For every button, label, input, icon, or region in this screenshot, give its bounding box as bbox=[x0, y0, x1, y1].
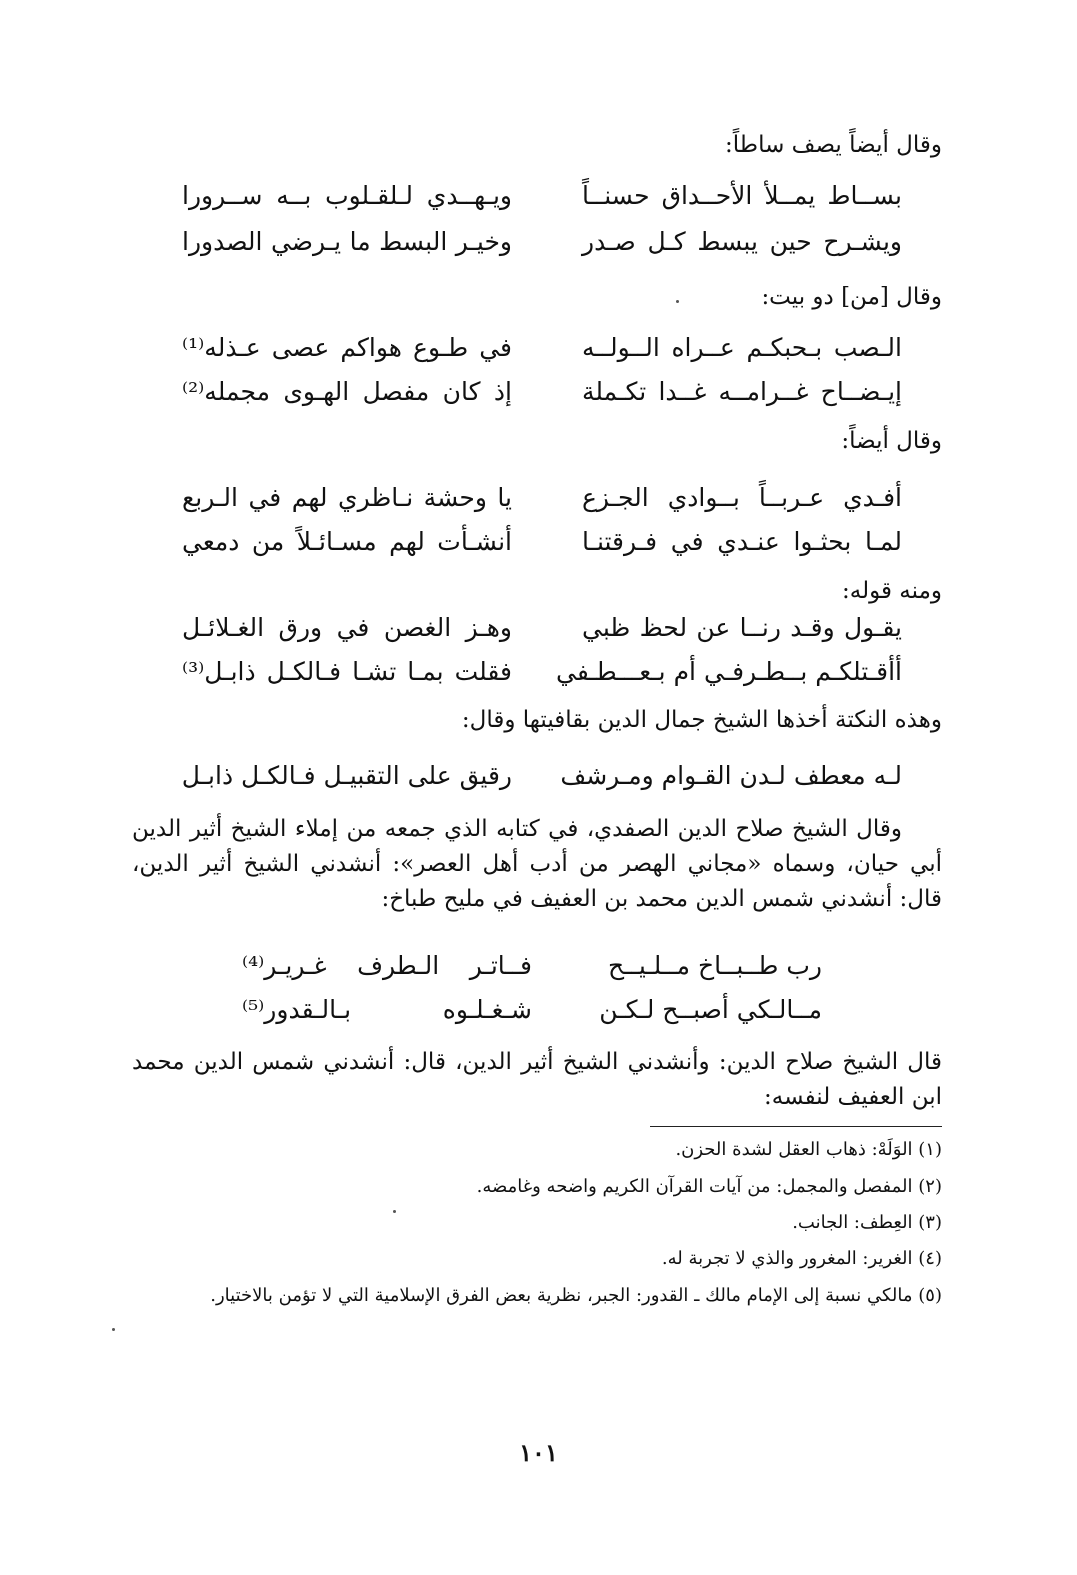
verse-second-hemistich: رقيق على التقبيـل فـالكـل ذابـل bbox=[181, 761, 512, 790]
verse-second-hemistich: ويـهــدي لـلقـلوب بــه ســرورا bbox=[182, 181, 512, 210]
verse-first-hemistich: لـه معطف لـدن القـوام ومـرشف bbox=[560, 761, 902, 790]
verse-first-hemistich: إيـضــاح غــرامــه غــدا تكـملة bbox=[582, 377, 902, 406]
scan-speck bbox=[393, 1210, 396, 1213]
scan-speck bbox=[112, 1328, 115, 1331]
footnote-separator bbox=[650, 1126, 942, 1127]
verse-line bbox=[182, 372, 902, 412]
verse-line bbox=[182, 478, 902, 518]
footnote-2: (٢) المفصل والمجمل: من آيات القرآن الكريم واضحه وغامضه. bbox=[476, 1176, 942, 1197]
footnote-5: (٥) مالكي نسبة إلى الإمام مالك ـ القدور: الجبر، نظرية بعض الفرق الإسلامية التي لا تؤمن بالاختيار. bbox=[210, 1285, 942, 1306]
verse-line bbox=[182, 652, 902, 692]
footnote-1: (١) الوَلَهْ: ذهاب العقل لشدة الحزن. bbox=[675, 1139, 942, 1160]
verse-first-hemistich: ويشـرح حين يبسط كـل صـدر bbox=[582, 227, 902, 256]
verse-second-hemistich: أنشـأت لهم مسـائـلاً من دمعي bbox=[182, 527, 512, 556]
verse-line bbox=[182, 328, 902, 368]
paragraph-2: قال الشيخ صلاح الدين: وأنشدني الشيخ أثير الدين، قال: أنشدني شمس الدين محمد ابن العفيف لنفسه: bbox=[132, 1049, 942, 1110]
verse-first-hemistich: رب طــبــاخ مــلـيــح bbox=[608, 951, 822, 980]
footnote-3: (٣) العِطف: الجانب. bbox=[792, 1212, 942, 1233]
verse-line bbox=[182, 222, 902, 262]
intro-line-4: ومنه قوله: bbox=[842, 578, 942, 604]
paragraph-1: وقال الشيخ صلاح الدين الصفدي، في كتابه الذي جمعه من إملاء الشيخ أثير الدين أبي حيان، وسماه «مجاني الهصر من أدب أهل العصر»: أنشدني الشيخ أثير الدين، قال: أنشدني شمس الدين محمد بن العفيف في مليح طباخ: bbox=[132, 816, 942, 912]
verse-first-hemistich: أفـدي عـربــاً بــوادي الجـزع bbox=[582, 483, 902, 512]
verse-line bbox=[182, 756, 902, 796]
verse-second-hemistich: إذ كان مفصل الهـوى مجمله⁽²⁾ bbox=[182, 377, 512, 406]
verse-second-hemistich: فــاتـر الـطرف غـريـر⁽⁴⁾ bbox=[242, 951, 532, 980]
verse-second-hemistich: فقلت بمـا تشـا فـالكـل ذابـل⁽³⁾ bbox=[182, 657, 512, 686]
page-number: ١٠١ bbox=[519, 1438, 558, 1467]
verse-first-hemistich: الـصب بـحبكـم عــراه الــولــه bbox=[582, 333, 902, 362]
verse-line bbox=[242, 946, 822, 986]
verse-first-hemistich: أأقـتلكـم بــطـرفـي أم بـعـــطـفي bbox=[556, 657, 902, 686]
verse-second-hemistich: شـغـلـوه بـالـقدور⁽⁵⁾ bbox=[242, 995, 532, 1024]
intro-line-1: وقال أيضاً يصف ساطاً: bbox=[725, 132, 942, 158]
verse-first-hemistich: بســاط يمــلأ الأحــداق حسنــاً bbox=[582, 181, 902, 210]
verse-first-hemistich: يقـول وقـد رنــا عن لحظ ظبي bbox=[582, 613, 902, 642]
verse-first-hemistich: لمـا بحثـوا عنـدي في فـرقتنـا bbox=[582, 527, 902, 556]
intro-line-2: وقال [من] دو بيت: bbox=[761, 284, 942, 310]
verse-first-hemistich: مــالـكي أصبــح لـكـن bbox=[599, 995, 822, 1024]
verse-second-hemistich: في طـوع هواكم عصى عـذله⁽¹⁾ bbox=[182, 333, 512, 362]
verse-second-hemistich: وهـز الغصن في ورق الغـلائـل bbox=[182, 613, 512, 642]
verse-second-hemistich: يا وحشة نـاظري لهم في الـربع bbox=[182, 483, 512, 512]
verse-line bbox=[242, 990, 822, 1030]
scan-speck bbox=[676, 300, 679, 303]
verse-line bbox=[182, 522, 902, 562]
verse-second-hemistich: وخيـر البسط ما يـرضي الصدورا bbox=[182, 227, 512, 256]
intro-line-5: وهذه النكتة أخذها الشيخ جمال الدين بقافيتها وقال: bbox=[461, 707, 942, 733]
verse-line bbox=[182, 176, 902, 216]
verse-line bbox=[182, 608, 902, 648]
intro-line-3: وقال أيضاً: bbox=[841, 428, 942, 454]
footnote-4: (٤) الغرير: المغرور والذي لا تجربة له. bbox=[661, 1248, 942, 1269]
